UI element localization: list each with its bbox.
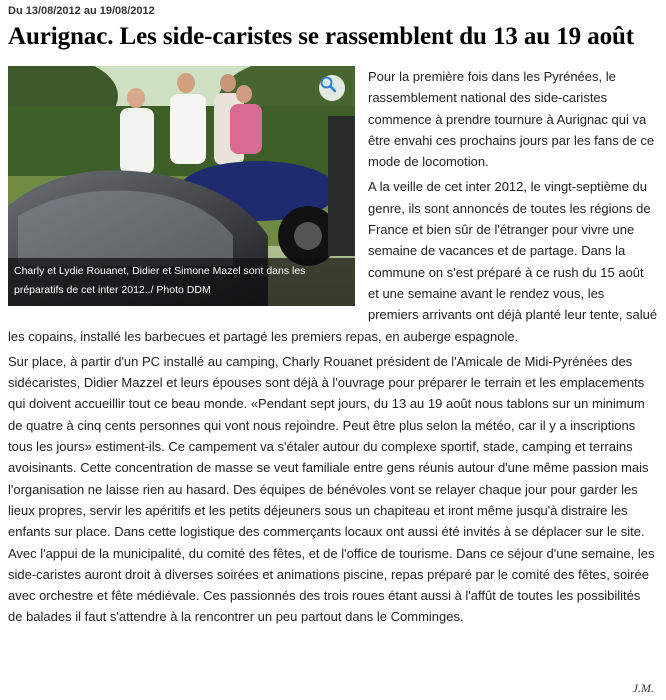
zoom-button[interactable] (319, 75, 345, 101)
article-body (8, 66, 658, 628)
article-paragraph-3: Sur place, à partir d'un PC installé au camping, Charly Rouanet président de l'Amicale de Midi-Pyrénées des sidécaristes, Didier Mazzel et leurs épouses sont déjà à l'ouvrage pour préparer le terrain et les emplacements qui doivent accueillir tout ce beau monde. «Pendant sept jours, du 13 au 19 août nous tablons sur un minimum de quatre à cinq cents personnes qui vont nous rejoindre. Peut être plus selon la météo, car il y a inscriptions tous les jours» estiment-ils. Ce campement va s'étaler autour du complexe sportif, stade, camping et terrains avoisinants. Cette concentration de masse se veut familiale entre gens réunis autour d'une même passion mais l'organisation ne laisse rien au hasard. Des équipes de bénévoles vont se relayer chaque jour pour garder les lieux propres, servir les apéritifs et les petits déjeuners sous un chapiteau et iront même jusqu'à distraire les enfants sur place. Dans cette logistique des commerçants locaux ont aussi été invités à se déplacer sur le site. Avec l'appui de la municipalité, du comité des fêtes, et de l'office de tourisme. Dans ce séjour d'une semaine, les side-caristes auront droit à diverses soirées et animations piscine, repas préparé par le comité des fêtes, soirée avec orchestre et fête médiévale. Ces passionnés des trois roues étant aussi à l'affût de toutes les possibilités de balades il faut s'attendre à la rencontrer un peu partout dans le Comminges. (8, 353, 655, 625)
article-title: Aurignac. Les side-caristes se rassemblent du 13 au 19 août (8, 23, 635, 50)
article-signature: J.M. (632, 681, 654, 695)
magnifier-icon (319, 75, 337, 93)
article-paragraph-2: A la veille de cet inter 2012, le vingt-septième du genre, ils sont annoncés de toutes les régions de France et bien sûr de l'étranger pour vivre une semaine de vacances et de partage. Dans la commune on s'est préparé à ce rush du 15 août et une semaine avant le rendez vous, les premiers arrivants ont déjà planté leur tente, salué les copains, installé les barbecues et partagé les premiers repas, en auberge espagnole. (8, 179, 658, 344)
photo-caption: Charly et Lydie Rouanet, Didier et Simone Mazel sont dans les préparatifs de cet inter 2012../ Photo DDM (8, 258, 355, 306)
article-photo[interactable] (8, 66, 355, 306)
article-dateline: Du 13/08/2012 au 19/08/2012 (8, 5, 155, 17)
article-paragraph-1: Pour la première fois dans les Pyrénées, le rassemblement national des side-caristes commence à prendre tournure à Aurignac qui va être envahi ces prochains jours par les fans de ce mode de locomotion. (368, 69, 655, 170)
